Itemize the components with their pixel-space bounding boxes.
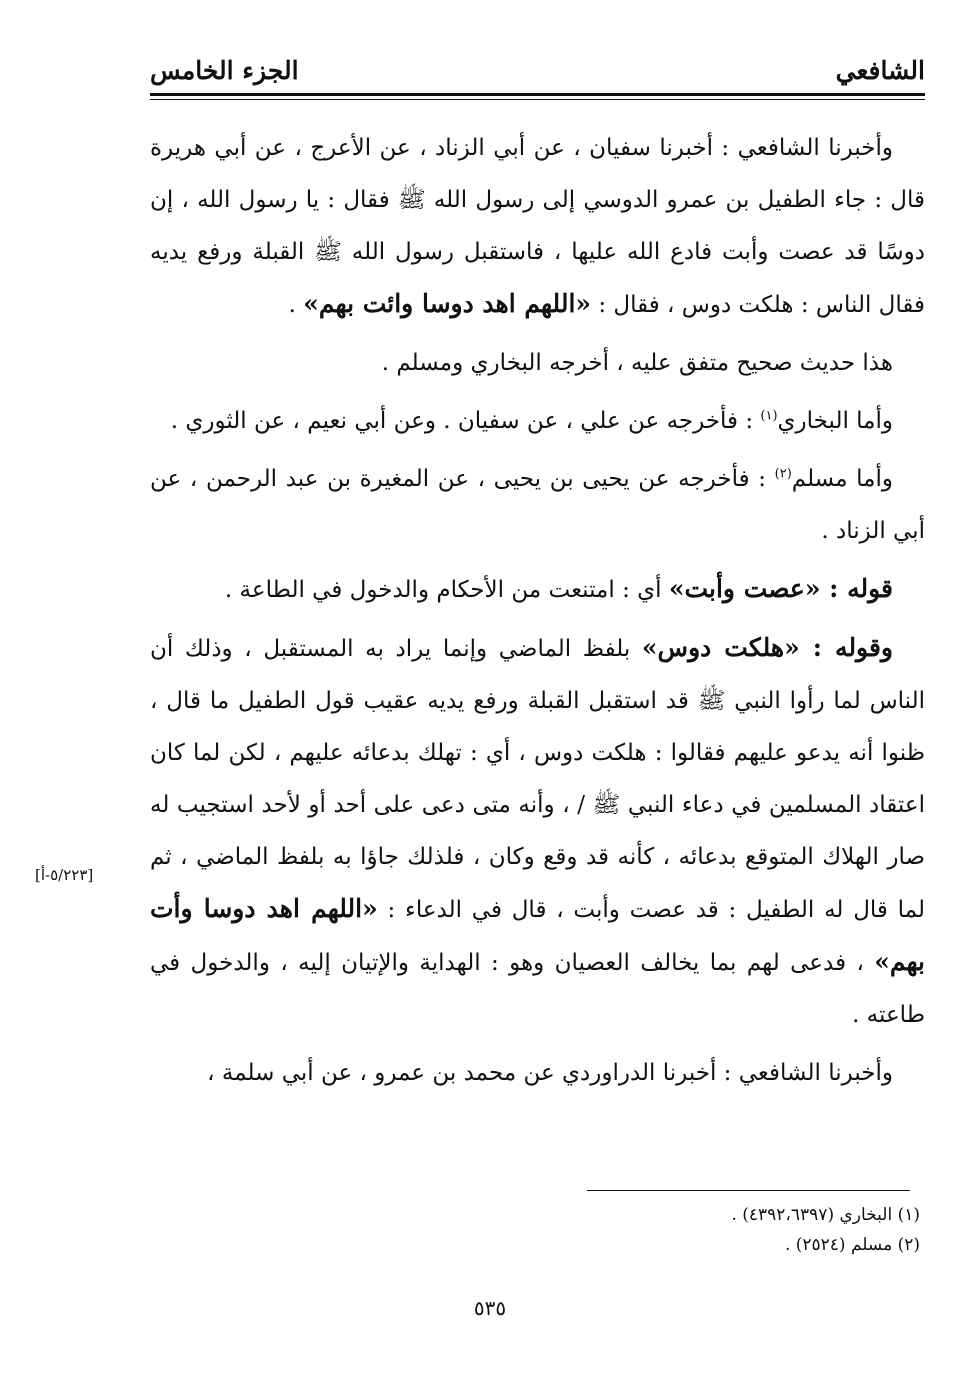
commentary-lemma: قوله : «عصت وأبت»	[668, 574, 893, 603]
footnotes	[731, 1200, 920, 1260]
footnote-ref-2: (٢)	[774, 466, 792, 482]
volume-title: الجزء الخامس	[150, 56, 299, 85]
hadith-quote: «اللهم اهد دوسا وائت بهم»	[303, 289, 592, 318]
footnote-1: (١) البخاري (٤٣٩٢،٦٣٩٧) .	[731, 1205, 920, 1225]
book-title: الشافعي	[835, 56, 925, 85]
footnote-rule	[587, 1190, 910, 1191]
paragraph-2: هذا حديث صحيح متفق عليه ، أخرجه البخاري ومسلم .	[381, 350, 893, 376]
paragraph-6: وقوله : «هلكت دوس» بلفظ الماضي وإنما يراد به المستقبل ، وذلك أن الناس لما رأوا النبي ﷺ قد استقبل القبلة ورفع يديه عقيب قول الطفيل ما قال ، ظنوا أنه يدعو عليهم فقالوا : هلكت دوس ، أي : تهلك بدعائه عليهم ، لكن لما كان اعتقاد المسلمين في دعاء النبي ﷺ / ، وأنه متى دعى على أحد أو لأحد استجيب له صار الهلاك المتوقع بدعائه ، كأنه قد وقع وكان ، فلذلك جاؤا به بلفظ الماضي ، ثم لما قال له الطفيل : قد عصت وأبت ، قال في الدعاء : «اللهم اهد دوسا وأت بهم» ، فدعى لهم بما يخالف العصيان وهو : الهداية والإتيان إليه ، والدخول في طاعته .	[150, 633, 925, 1028]
hadith-quote: «اللهم اهد دوسا وأت بهم»	[150, 894, 925, 976]
paragraph-7: وأخبرنا الشافعي : أخبرنا الدراوردي عن محمد بن عمرو ، عن أبي سلمة ،	[207, 1060, 893, 1086]
commentary-lemma: وقوله : «هلكت دوس»	[641, 633, 893, 662]
paragraph-5: قوله : «عصت وأبت» أي : امتنعت من الأحكام والدخول في الطاعة .	[224, 574, 893, 603]
running-header	[150, 48, 925, 92]
paragraph-1: وأخبرنا الشافعي : أخبرنا سفيان ، عن أبي الزناد ، عن الأعرج ، عن أبي هريرة قال : جاء الطفيل بن عمرو الدوسي إلى رسول الله ﷺ فقال : يا رسول الله ، إن دوسًا قد عصت وأبت فادع الله عليها ، فاستقبل رسول الله ﷺ القبلة ورفع يديه فقال الناس : هلكت دوس ، فقال : «اللهم اهد دوسا وائت بهم» .	[150, 135, 925, 318]
footnote-2: (٢) مسلم (٢٥٢٤) .	[784, 1235, 920, 1255]
footnote-ref-1: (١)	[760, 408, 778, 424]
header-rule-thin	[150, 99, 925, 100]
page-number: ٥٣٥	[473, 1296, 507, 1320]
main-text	[150, 122, 925, 1105]
paragraph-3: وأما البخاري$^{(١)}$ : فأخرجه عن علي ، عن سفيان . وعن أبي نعيم ، عن الثوري .	[170, 408, 893, 434]
manuscript-folio-marker: [٥/٢٢٣-أ]	[35, 866, 94, 884]
header-rule-thick	[150, 93, 925, 96]
paragraph-4: وأما مسلم$^{(٢)}$ : فأخرجه عن يحيى بن يحيى ، عن المغيرة بن عبد الرحمن ، عن أبي الزناد .	[150, 466, 925, 544]
